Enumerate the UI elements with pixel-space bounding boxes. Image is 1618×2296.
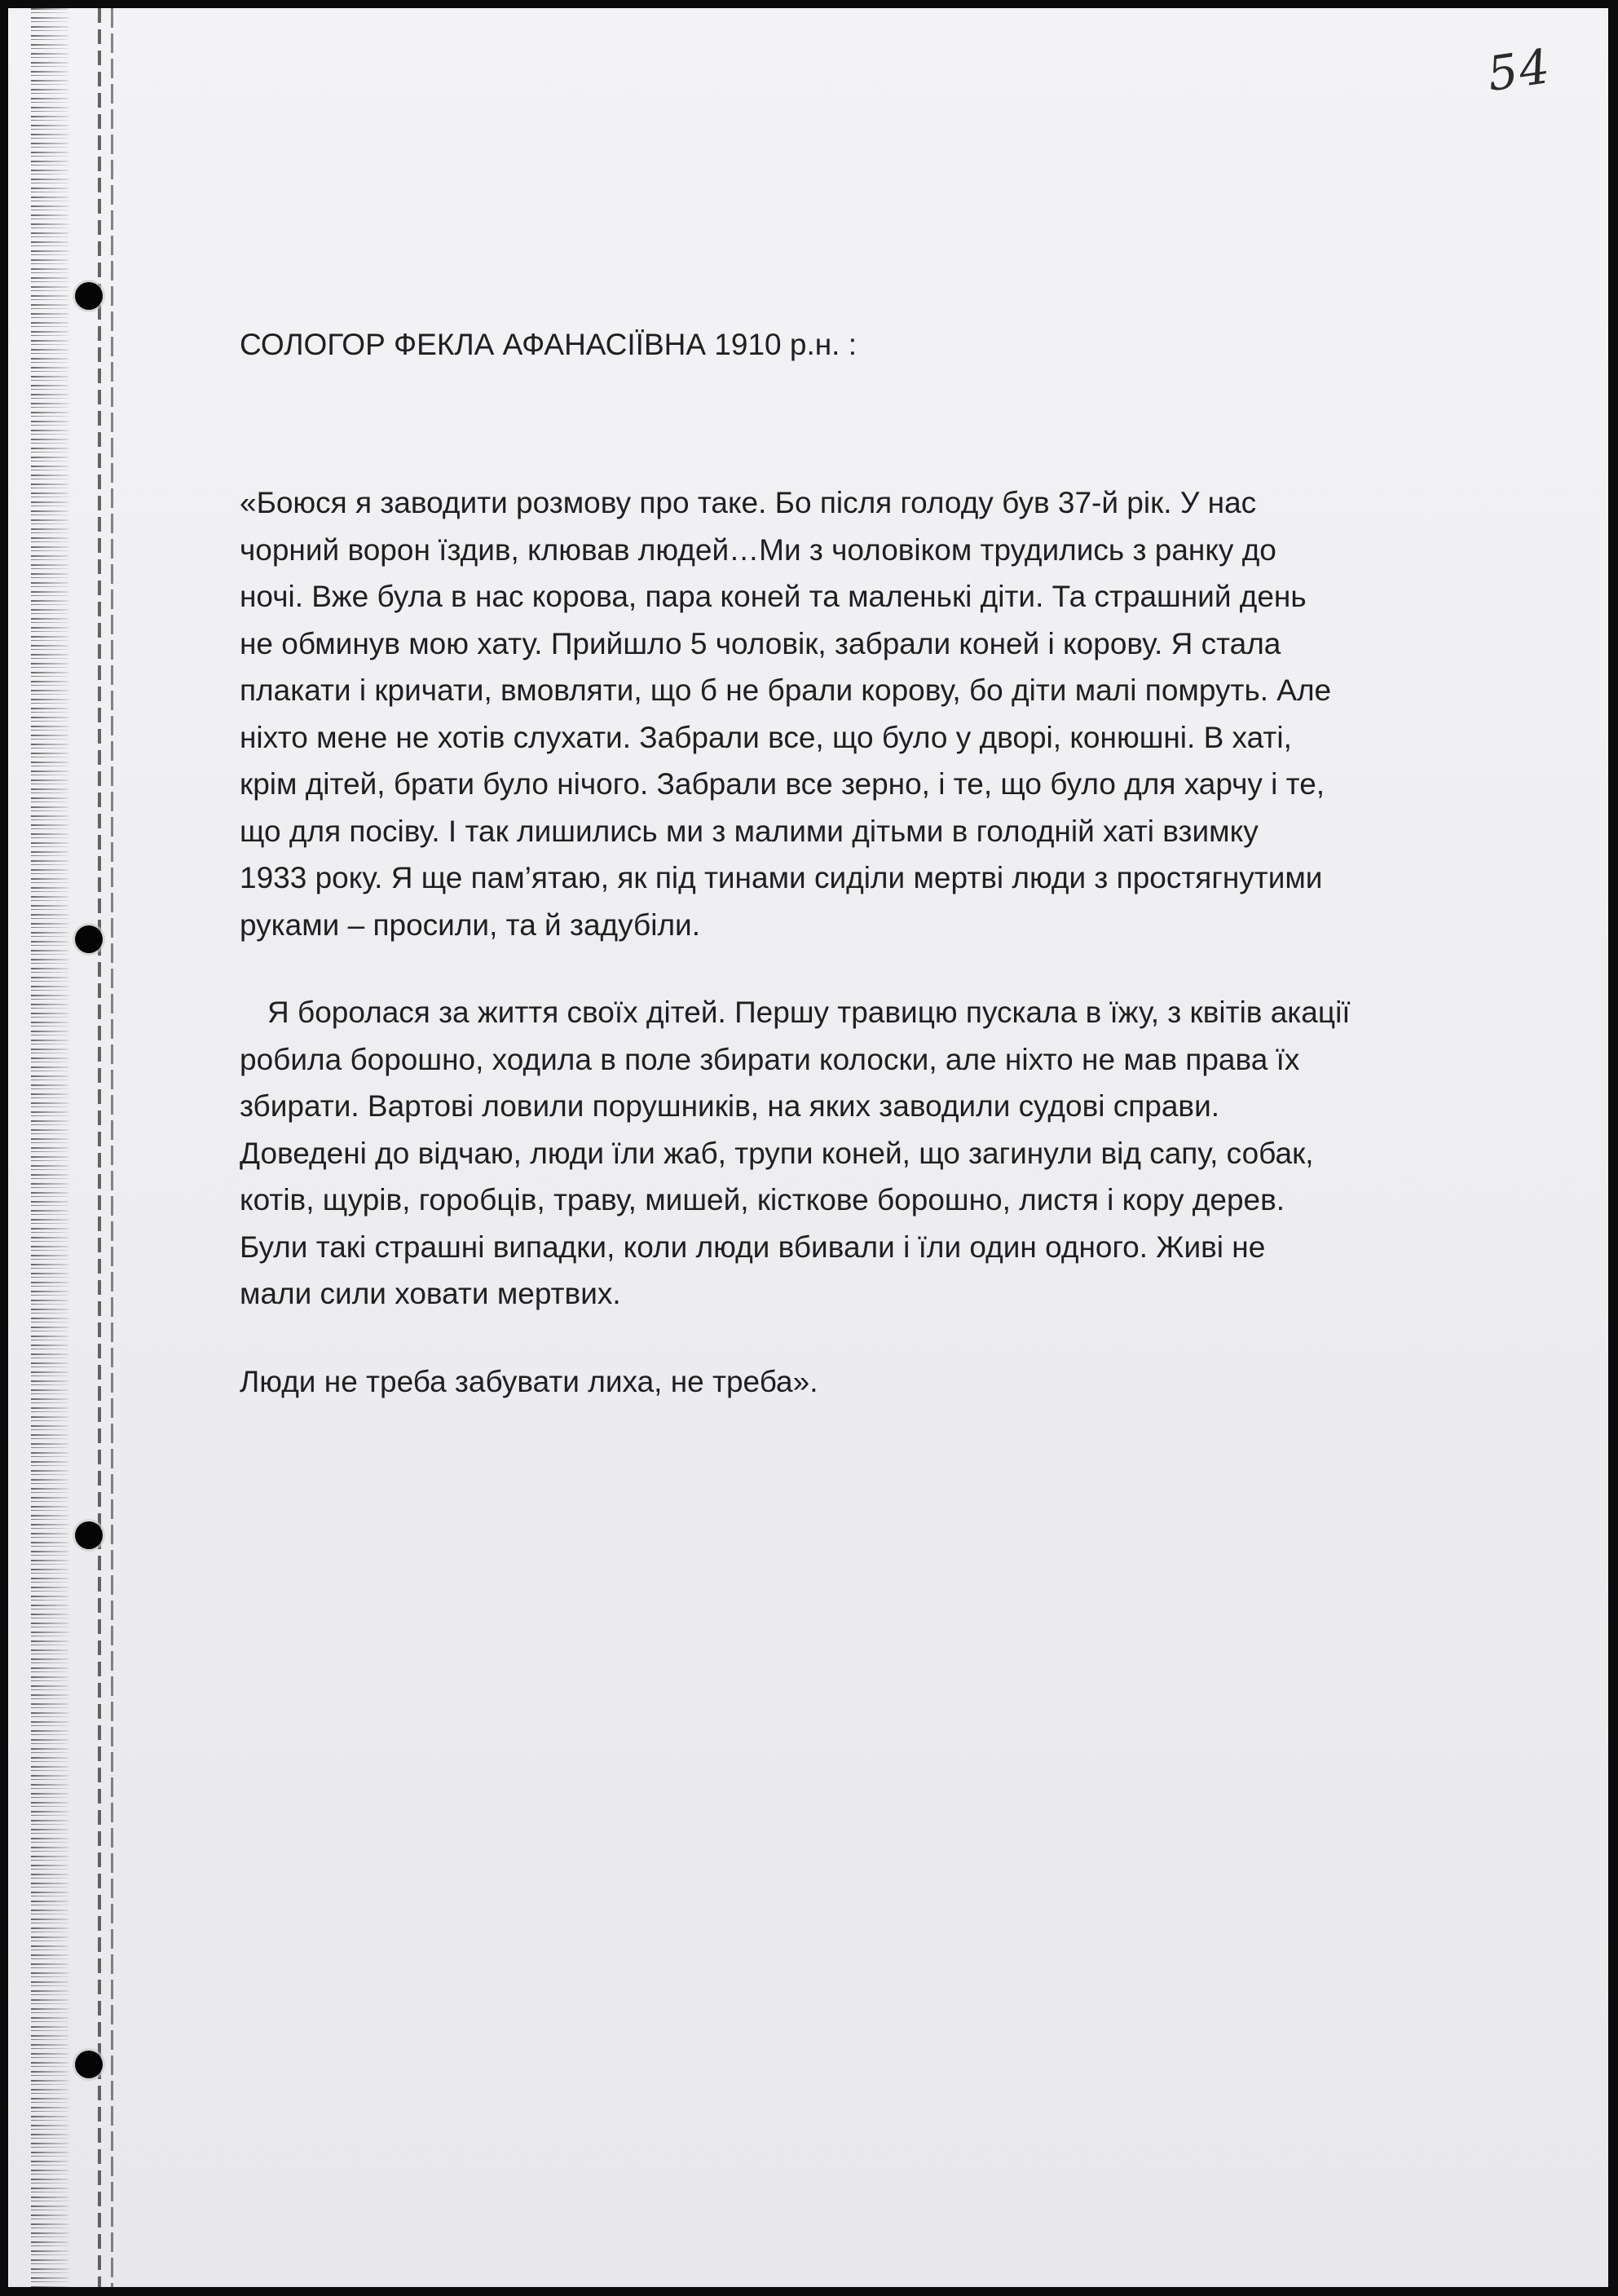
text-line: мали сили ховати мертвих.: [240, 1277, 621, 1310]
document-heading: СОЛОГОР ФЕКЛА АФАНАСІЇВНА 1910 р.н. :: [240, 328, 857, 361]
text-line: Доведені до відчаю, люди їли жаб, трупи коней, що загинули від сапу, собак,: [240, 1136, 1314, 1170]
text-line: ніхто мене не хотів слухати. Забрали все, що було у дворі, конюшні. В хаті,: [240, 720, 1292, 754]
text-line: не обминув мою хату. Прийшло 5 чоловік, забрали коней і корову. Я стала: [240, 626, 1281, 660]
paragraph-spacer: [240, 1318, 1544, 1358]
paragraph-closing: [240, 1358, 1544, 1406]
paragraph-struggle: [240, 989, 1544, 1318]
handwritten-page-number: 54: [1484, 38, 1555, 103]
text-line: ночі. Вже була в нас корова, пара коней та маленькі діти. Та страшний день: [240, 580, 1307, 613]
document-page: [8, 8, 1608, 2287]
punch-hole: [75, 1521, 103, 1549]
text-line: Люди не треба забувати лиха, не треба».: [240, 1364, 818, 1398]
text-line: плакати і кричати, вмовляти, що б не брали корову, бо діти малі помруть. Але: [240, 673, 1332, 707]
text-line: котів, щурів, горобців, траву, мишей, кісткове борошно, листя і кору дерев.: [240, 1183, 1285, 1216]
binding-edge-line: [98, 8, 101, 2287]
punch-hole: [75, 2051, 103, 2078]
binding-edge-line: [111, 8, 113, 2287]
text-line: Були такі страшні випадки, коли люди вбивали і їли один одного. Живі не: [240, 1230, 1266, 1264]
binding-edge-noise: [31, 8, 68, 2287]
text-line: чорний ворон їздив, клював людей…Ми з чоловіком трудились з ранку до: [240, 532, 1276, 567]
document-body: [240, 479, 1544, 1405]
text-line: збирати. Вартові ловили порушників, на яких заводили судові справи.: [240, 1089, 1220, 1123]
text-line: робила борошно, ходила в поле збирати колоски, але ніхто не мав права їх: [240, 1042, 1300, 1076]
text-line: 1933 року. Я ще пам’ятаю, як під тинами сиділи мертві люди з простягнутими: [240, 861, 1323, 894]
text-line: «Боюся я заводити розмову про таке. Бо після голоду був 37-й рік. У нас: [240, 486, 1257, 519]
text-line: що для посіву. І так лишились ми з малими дітьми в голодній хаті взимку: [240, 814, 1259, 848]
text-line: крім дітей, брати було нічого. Забрали все зерно, і те, що було для харчу і те,: [240, 767, 1325, 801]
paragraph-testimony: [240, 479, 1544, 948]
text-line: Я боролася за життя своїх дітей. Першу травицю пускала в їжу, з квітів акації: [267, 996, 1351, 1029]
punch-hole: [75, 925, 103, 953]
punch-hole: [75, 282, 103, 310]
paragraph-spacer: [240, 948, 1544, 989]
text-line: руками – просили, та й задубіли.: [240, 907, 700, 942]
